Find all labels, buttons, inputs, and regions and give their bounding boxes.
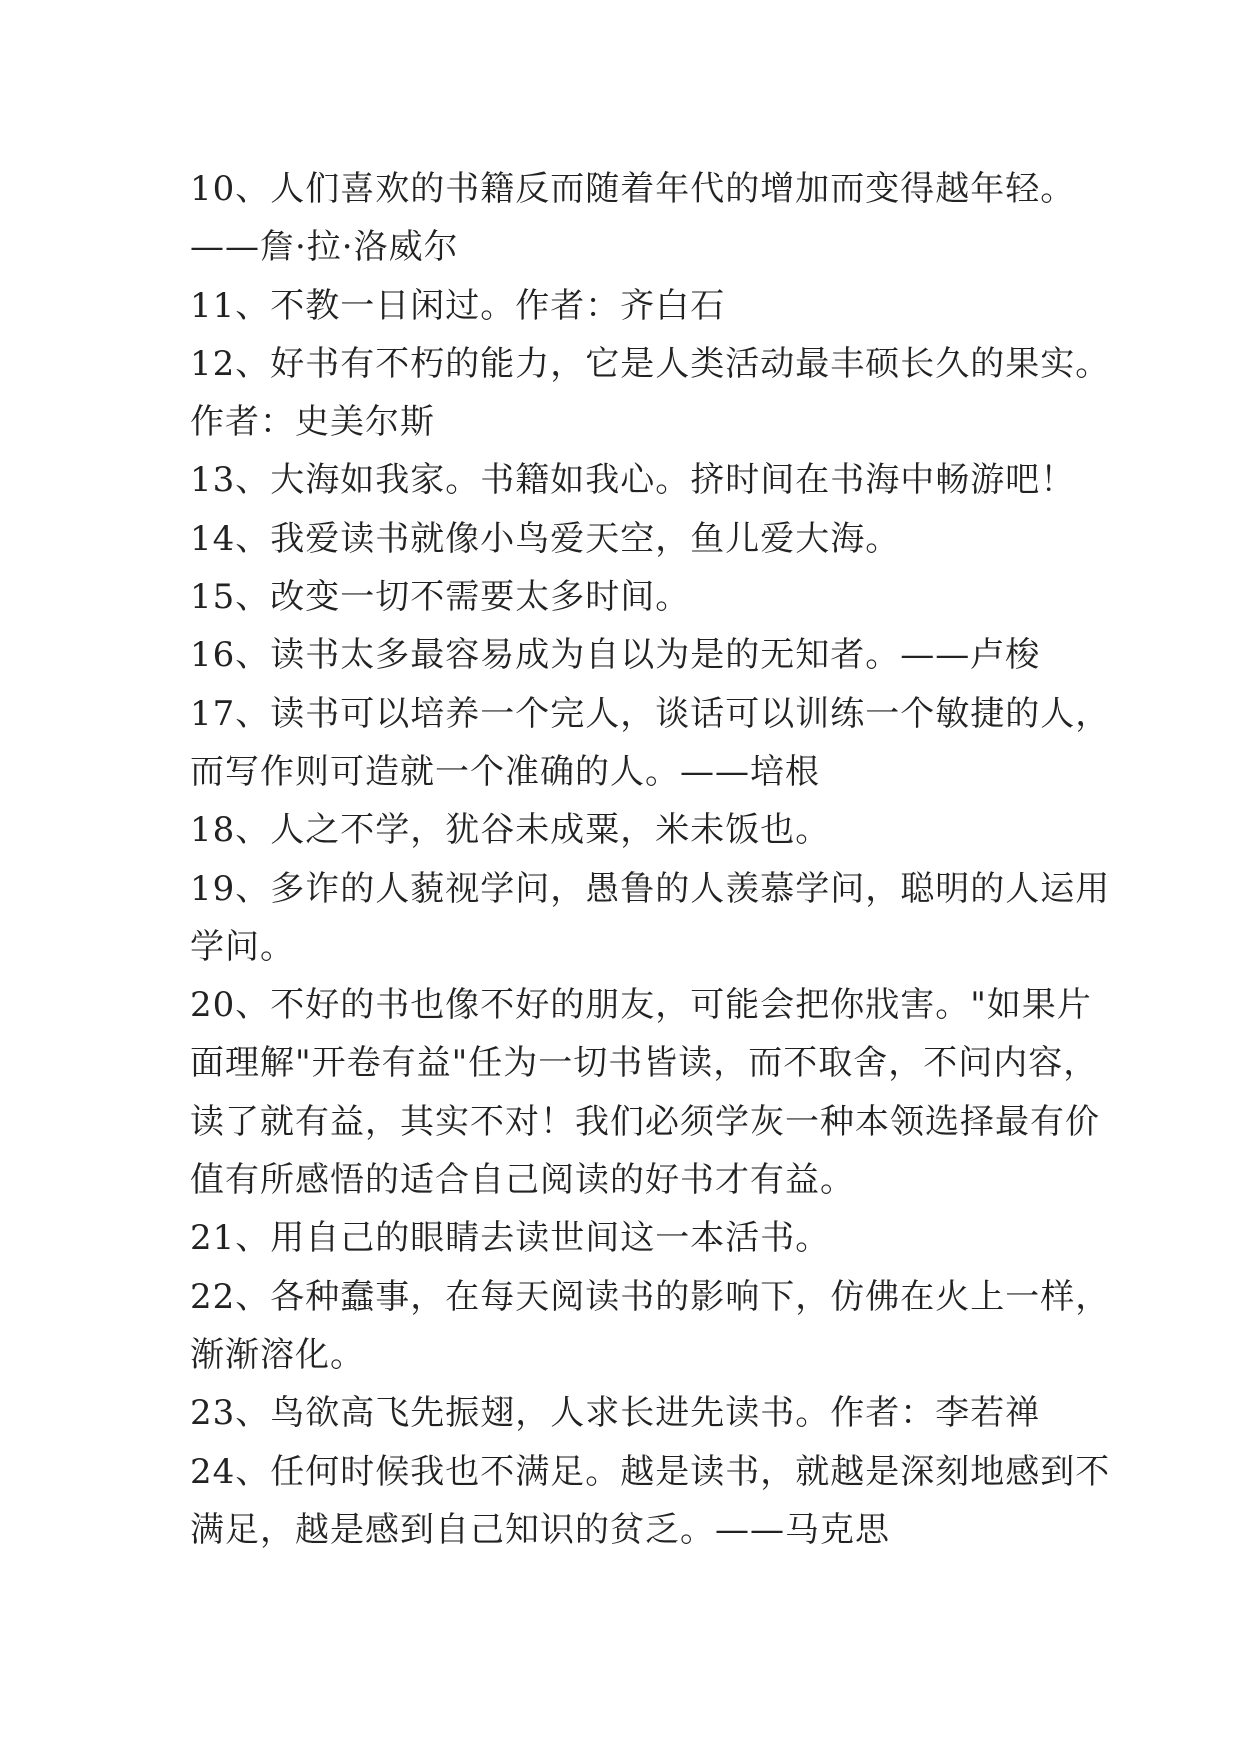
text-line: 作者：史美尔斯 [190,402,435,443]
text-line: 满足，越是感到自己知识的贫乏。——马克思 [190,1509,890,1550]
text-line: 而写作则可造就一个准确的人。——培根 [190,751,820,792]
text-line: 13、大海如我家。书籍如我心。挤时间在书海中畅游吧！ [190,460,1076,501]
quote-list [190,160,1111,1559]
text-line: 22、各种蠢事，在每天阅读书的影响下，仿佛在火上一样， [190,1276,1111,1317]
text-line: 21、用自己的眼睛去读世间这一本活书。 [190,1218,831,1259]
text-line: 读了就有益，其实不对！我们必须学灰一种本领选择最有价 [190,1101,1100,1142]
text-line: 18、人之不学，犹谷未成粟，米未饭也。 [190,810,831,851]
text-line: 值有所感悟的适合自己阅读的好书才有益。 [190,1160,855,1201]
text-line: 17、读书可以培养一个完人，谈话可以训练一个敏捷的人， [190,693,1111,734]
text-line: 11、不教一日闲过。作者：齐白石 [190,285,726,326]
text-line: 12、好书有不朽的能力，它是人类活动最丰硕长久的果实。 [190,343,1111,384]
text-line: 面理解"开卷有益"任为一切书皆读，而不取舍，不问内容， [190,1043,1099,1084]
text-line: 学问。 [190,926,295,967]
text-line: 24、任何时候我也不满足。越是读书，就越是深刻地感到不 [190,1451,1111,1492]
text-line: 20、不好的书也像不好的朋友，可能会把你戕害。"如果片 [190,985,1092,1026]
text-line: 渐渐溶化。 [190,1334,365,1375]
text-line: 16、读书太多最容易成为自以为是的无知者。——卢梭 [190,635,1041,676]
text-line: 19、多诈的人藐视学问，愚鲁的人羡慕学问，聪明的人运用 [190,868,1111,909]
text-line: ——詹·拉·洛威尔 [190,227,459,268]
text-line: 15、改变一切不需要太多时间。 [190,577,691,618]
text-line: 10、人们喜欢的书籍反而随着年代的增加而变得越年轻。 [190,169,1076,209]
text-line: 14、我爱读书就像小鸟爱天空，鱼儿爱大海。 [190,518,901,559]
text-line: 23、鸟欲高飞先振翅，人求长进先读书。作者：李若禅 [190,1393,1041,1434]
